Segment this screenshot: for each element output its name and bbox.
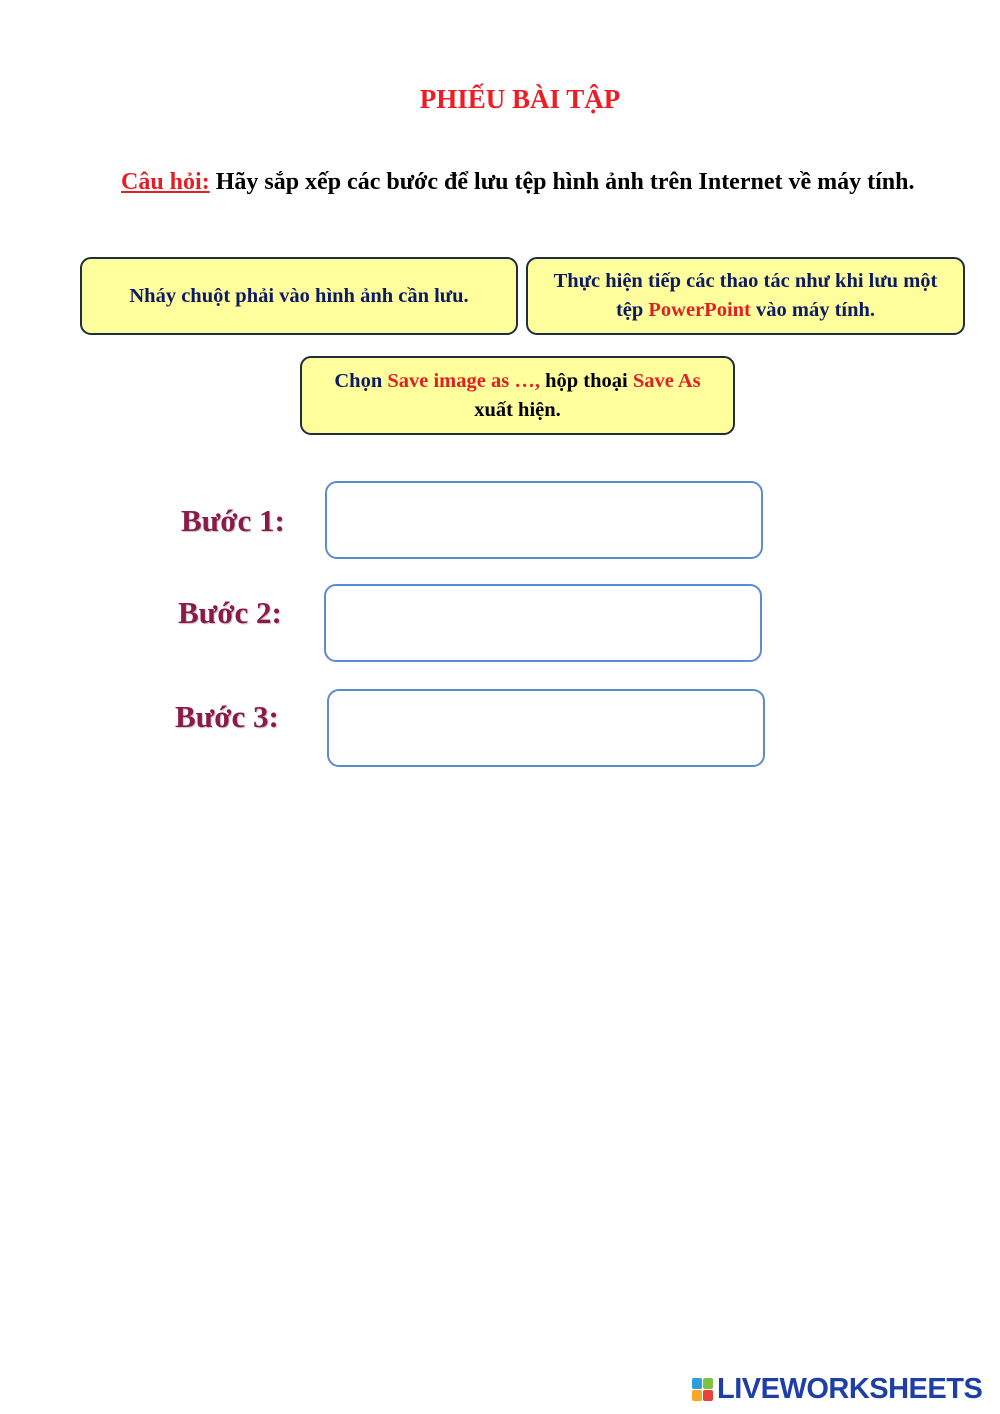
liveworksheets-logo-icon	[692, 1378, 713, 1401]
step-1-label: Bước 1:	[181, 503, 285, 538]
step-2-drop-zone[interactable]	[324, 584, 762, 662]
draggable-card-right-click[interactable]	[80, 257, 518, 335]
question-text: Hãy sắp xếp các bước để lưu tệp hình ảnh trên Internet về máy tính.	[215, 169, 915, 195]
draggable-card-save-image-as[interactable]	[300, 356, 735, 435]
card-text: Nháy chuột phải vào hình ảnh cần lưu.	[129, 284, 469, 307]
brand-text: LIVEWORKSHEETS	[717, 1372, 983, 1405]
step-3-label: Bước 3:	[175, 699, 279, 734]
page-title: PHIẾU BÀI TẬP	[419, 84, 621, 114]
step-2-label: Bước 2:	[178, 595, 282, 630]
question	[121, 166, 918, 199]
question-label: Câu hỏi:	[121, 169, 210, 195]
step-3-drop-zone[interactable]	[327, 689, 765, 767]
card-text: Thực hiện tiếp các thao tác như khi lưu một tệp PowerPoint vào máy tính.	[553, 270, 938, 321]
liveworksheets-logo	[692, 1373, 982, 1405]
draggable-card-continue-save[interactable]	[526, 257, 965, 335]
step-1-drop-zone[interactable]	[325, 481, 763, 559]
card-text: Chọn Save image as …, hộp thoại Save As xuất hiện.	[334, 369, 701, 421]
